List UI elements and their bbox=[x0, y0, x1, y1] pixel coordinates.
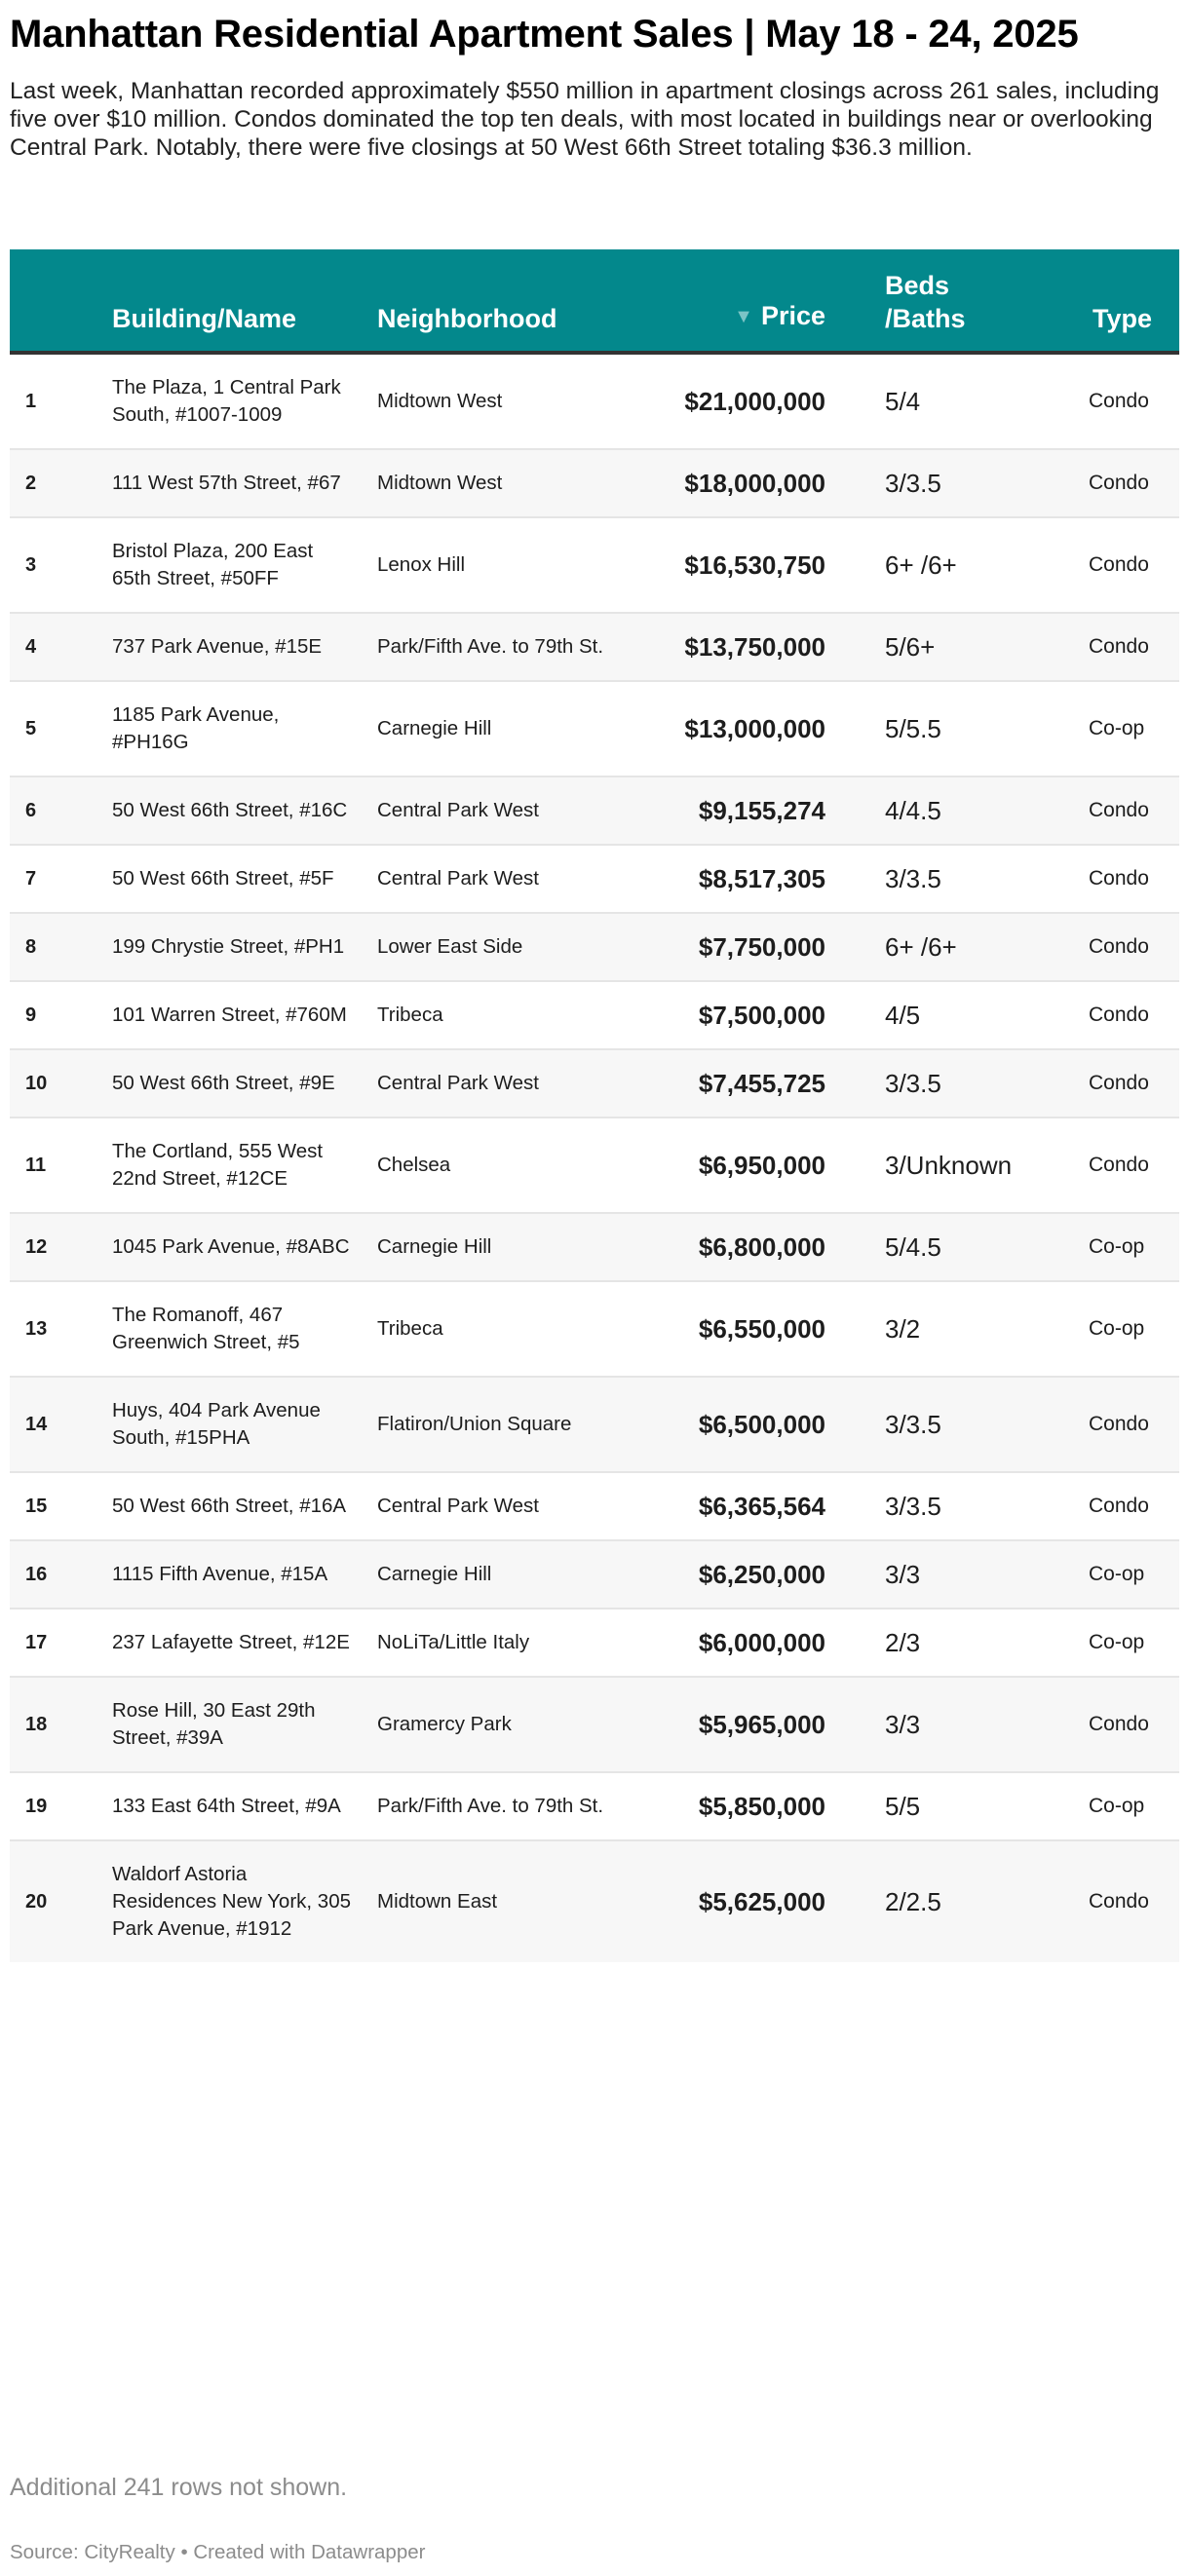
type-cell: Co-op bbox=[1089, 1563, 1145, 1585]
beds-baths-cell: 5/4.5 bbox=[885, 1232, 941, 1262]
neighborhood-cell: Carnegie Hill bbox=[377, 1235, 492, 1258]
rank-cell: 3 bbox=[25, 554, 37, 576]
type-cell: Condo bbox=[1089, 1154, 1149, 1176]
beds-baths-cell: 6+ /6+ bbox=[885, 932, 957, 962]
page-title: Manhattan Residential Apartment Sales | May 18 - 24, 2025 bbox=[10, 13, 1079, 56]
rank-cell: 8 bbox=[25, 936, 37, 958]
source-note: Source: CityRealty • Created with Datawrapper bbox=[10, 2541, 426, 2563]
price-cell: $5,965,000 bbox=[698, 1710, 825, 1739]
building-cell: 737 Park Avenue, #15E bbox=[112, 635, 323, 658]
price-cell: $6,950,000 bbox=[698, 1151, 825, 1180]
table-body bbox=[10, 355, 1179, 1962]
type-cell: Condo bbox=[1089, 1713, 1149, 1735]
rank-cell: 1 bbox=[25, 391, 37, 412]
price-cell: $13,750,000 bbox=[684, 632, 825, 662]
price-cell: $7,455,725 bbox=[698, 1069, 825, 1098]
table-row bbox=[10, 1118, 1179, 1214]
building-cell: Bristol Plaza, 200 East 65th Street, #50FF bbox=[112, 540, 314, 589]
table-row bbox=[10, 1841, 1179, 1962]
rank-cell: 9 bbox=[25, 1004, 37, 1026]
building-cell: Rose Hill, 30 East 29th Street, #39A bbox=[112, 1699, 316, 1749]
column-header-neighborhood[interactable]: Neighborhood bbox=[377, 304, 557, 333]
type-cell: Co-op bbox=[1089, 1235, 1145, 1258]
table-row bbox=[10, 1678, 1179, 1773]
beds-baths-cell: 6+ /6+ bbox=[885, 550, 957, 580]
table-row bbox=[10, 450, 1179, 518]
neighborhood-cell: Tribeca bbox=[377, 1004, 443, 1026]
neighborhood-cell: Park/Fifth Ave. to 79th St. bbox=[377, 635, 604, 658]
table-row bbox=[10, 1473, 1179, 1541]
building-cell: 50 West 66th Street, #9E bbox=[112, 1072, 335, 1094]
price-cell: $6,800,000 bbox=[698, 1232, 825, 1262]
column-header-price-label: Price bbox=[760, 301, 825, 330]
table-row bbox=[10, 614, 1179, 682]
rank-cell: 14 bbox=[25, 1414, 48, 1435]
price-cell: $6,500,000 bbox=[698, 1410, 825, 1439]
neighborhood-cell: Lower East Side bbox=[377, 935, 523, 958]
building-cell: 237 Lafayette Street, #12E bbox=[112, 1631, 350, 1653]
beds-baths-cell: 3/3.5 bbox=[885, 1069, 941, 1098]
rank-cell: 18 bbox=[25, 1714, 48, 1735]
type-cell: Condo bbox=[1089, 1413, 1149, 1435]
table-row bbox=[10, 1282, 1179, 1378]
type-cell: Condo bbox=[1089, 867, 1149, 890]
price-cell: $16,530,750 bbox=[684, 550, 825, 580]
table-row bbox=[10, 518, 1179, 614]
price-cell: $6,365,564 bbox=[698, 1492, 825, 1521]
table-row bbox=[10, 682, 1179, 777]
rank-cell: 16 bbox=[25, 1564, 48, 1585]
table-row bbox=[10, 914, 1179, 982]
column-header-price[interactable] bbox=[734, 299, 825, 335]
neighborhood-cell: Park/Fifth Ave. to 79th St. bbox=[377, 1795, 604, 1817]
beds-baths-cell: 5/5 bbox=[885, 1792, 921, 1821]
building-cell: 1185 Park Avenue, #PH16G bbox=[112, 703, 280, 753]
table-header bbox=[10, 249, 1179, 355]
building-cell: The Romanoff, 467 Greenwich Street, #5 bbox=[112, 1304, 300, 1353]
price-cell: $13,000,000 bbox=[684, 714, 825, 743]
building-cell: Huys, 404 Park Avenue South, #15PHA bbox=[112, 1399, 321, 1449]
neighborhood-cell: Central Park West bbox=[377, 867, 539, 890]
type-cell: Condo bbox=[1089, 635, 1149, 658]
neighborhood-cell: Midtown West bbox=[377, 472, 503, 494]
beds-baths-cell: 3/3.5 bbox=[885, 864, 941, 893]
beds-baths-cell: 3/3 bbox=[885, 1560, 921, 1589]
building-cell: 1045 Park Avenue, #8ABC bbox=[112, 1235, 350, 1258]
beds-baths-cell: 3/3.5 bbox=[885, 469, 941, 498]
table-row bbox=[10, 1050, 1179, 1118]
type-cell: Co-op bbox=[1089, 1317, 1145, 1340]
price-cell: $7,750,000 bbox=[698, 932, 825, 962]
neighborhood-cell: Central Park West bbox=[377, 1495, 539, 1517]
table-row bbox=[10, 1378, 1179, 1473]
price-cell: $9,155,274 bbox=[698, 796, 825, 825]
price-cell: $8,517,305 bbox=[698, 864, 825, 893]
type-cell: Condo bbox=[1089, 1004, 1149, 1026]
building-cell: 111 West 57th Street, #67 bbox=[112, 472, 341, 494]
neighborhood-cell: Midtown West bbox=[377, 390, 503, 412]
rank-cell: 7 bbox=[25, 868, 37, 890]
beds-baths-cell: 2/3 bbox=[885, 1628, 921, 1657]
building-cell: The Plaza, 1 Central Park South, #1007-1009 bbox=[112, 376, 341, 426]
beds-baths-cell: 5/5.5 bbox=[885, 714, 941, 743]
building-cell: 133 East 64th Street, #9A bbox=[112, 1795, 341, 1817]
type-cell: Condo bbox=[1089, 1072, 1149, 1094]
neighborhood-cell: Carnegie Hill bbox=[377, 717, 492, 739]
beds-baths-cell: 4/4.5 bbox=[885, 796, 941, 825]
table-row bbox=[10, 355, 1179, 450]
rank-cell: 15 bbox=[25, 1496, 48, 1517]
neighborhood-cell: Flatiron/Union Square bbox=[377, 1413, 572, 1435]
beds-baths-cell: 5/6+ bbox=[885, 632, 936, 662]
neighborhood-cell: Midtown East bbox=[377, 1890, 498, 1913]
table-row bbox=[10, 846, 1179, 914]
sales-table bbox=[10, 249, 1179, 1962]
price-cell: $6,250,000 bbox=[698, 1560, 825, 1589]
type-cell: Co-op bbox=[1089, 1631, 1145, 1653]
neighborhood-cell: Central Park West bbox=[377, 1072, 539, 1094]
building-cell: 50 West 66th Street, #16A bbox=[112, 1495, 347, 1517]
neighborhood-cell: Tribeca bbox=[377, 1317, 443, 1340]
price-cell: $7,500,000 bbox=[698, 1001, 825, 1030]
beds-baths-cell: 3/3.5 bbox=[885, 1410, 941, 1439]
table-row bbox=[10, 1610, 1179, 1678]
price-cell: $6,000,000 bbox=[698, 1628, 825, 1657]
neighborhood-cell: Gramercy Park bbox=[377, 1713, 512, 1735]
type-cell: Co-op bbox=[1089, 717, 1145, 739]
neighborhood-cell: Carnegie Hill bbox=[377, 1563, 492, 1585]
rank-cell: 5 bbox=[25, 718, 37, 739]
beds-baths-cell: 3/Unknown bbox=[885, 1151, 1013, 1180]
price-cell: $5,625,000 bbox=[698, 1887, 825, 1916]
beds-baths-cell: 3/3.5 bbox=[885, 1492, 941, 1521]
type-cell: Condo bbox=[1089, 390, 1149, 412]
sort-descending-icon: ▼ bbox=[734, 306, 753, 327]
rank-cell: 13 bbox=[25, 1318, 48, 1340]
rank-cell: 6 bbox=[25, 800, 37, 821]
building-cell: 199 Chrystie Street, #PH1 bbox=[112, 935, 345, 958]
beds-baths-cell: 3/3 bbox=[885, 1710, 921, 1739]
table-row bbox=[10, 777, 1179, 846]
price-cell: $5,850,000 bbox=[698, 1792, 825, 1821]
description: Last week, Manhattan recorded approximately $550 million in apartment closings across 261 sales, including five over $10 million. Condos dominated the top ten deals, with most located in buildings near or overlooking Central Park. Notably, there were five closings at 50 West 66th Street totaling $36.3 million. bbox=[10, 78, 1160, 161]
building-cell: 1115 Fifth Avenue, #15A bbox=[112, 1563, 328, 1585]
rank-cell: 17 bbox=[25, 1632, 48, 1653]
rank-cell: 10 bbox=[25, 1073, 48, 1094]
rank-cell: 20 bbox=[25, 1891, 48, 1913]
type-cell: Condo bbox=[1089, 1495, 1149, 1517]
rank-cell: 12 bbox=[25, 1236, 48, 1258]
rank-cell: 11 bbox=[25, 1155, 47, 1176]
neighborhood-cell: Lenox Hill bbox=[377, 553, 466, 576]
table-row bbox=[10, 1541, 1179, 1610]
column-header-beds-line2: /Baths bbox=[885, 304, 966, 333]
type-cell: Condo bbox=[1089, 472, 1149, 494]
building-cell: The Cortland, 555 West 22nd Street, #12CE bbox=[112, 1140, 324, 1190]
type-cell: Condo bbox=[1089, 935, 1149, 958]
rank-cell: 4 bbox=[25, 636, 37, 658]
price-cell: $18,000,000 bbox=[684, 469, 825, 498]
price-cell: $6,550,000 bbox=[698, 1314, 825, 1344]
column-header-type[interactable]: Type bbox=[1092, 304, 1152, 333]
beds-baths-cell: 4/5 bbox=[885, 1001, 921, 1030]
table-row bbox=[10, 1773, 1179, 1841]
type-cell: Condo bbox=[1089, 1890, 1149, 1913]
price-cell: $21,000,000 bbox=[684, 387, 825, 416]
neighborhood-cell: Chelsea bbox=[377, 1154, 451, 1176]
rank-cell: 2 bbox=[25, 473, 37, 494]
building-cell: 50 West 66th Street, #5F bbox=[112, 867, 334, 890]
neighborhood-cell: Central Park West bbox=[377, 799, 539, 821]
type-cell: Condo bbox=[1089, 553, 1149, 576]
rows-not-shown-note: Additional 241 rows not shown. bbox=[10, 2474, 348, 2501]
type-cell: Condo bbox=[1089, 799, 1149, 821]
column-header-beds-line1: Beds bbox=[885, 271, 950, 300]
building-cell: Waldorf Astoria Residences New York, 305 Park Avenue, #1912 bbox=[112, 1863, 352, 1940]
beds-baths-cell: 3/2 bbox=[885, 1314, 921, 1344]
table-row bbox=[10, 982, 1179, 1050]
beds-baths-cell: 5/4 bbox=[885, 387, 921, 416]
type-cell: Co-op bbox=[1089, 1795, 1145, 1817]
neighborhood-cell: NoLiTa/Little Italy bbox=[377, 1631, 530, 1653]
column-header-building[interactable]: Building/Name bbox=[112, 304, 297, 333]
beds-baths-cell: 2/2.5 bbox=[885, 1887, 941, 1916]
rank-cell: 19 bbox=[25, 1796, 48, 1817]
building-cell: 101 Warren Street, #760M bbox=[112, 1004, 347, 1026]
table-row bbox=[10, 1214, 1179, 1282]
building-cell: 50 West 66th Street, #16C bbox=[112, 799, 348, 821]
column-header-beds-baths[interactable] bbox=[885, 269, 966, 335]
